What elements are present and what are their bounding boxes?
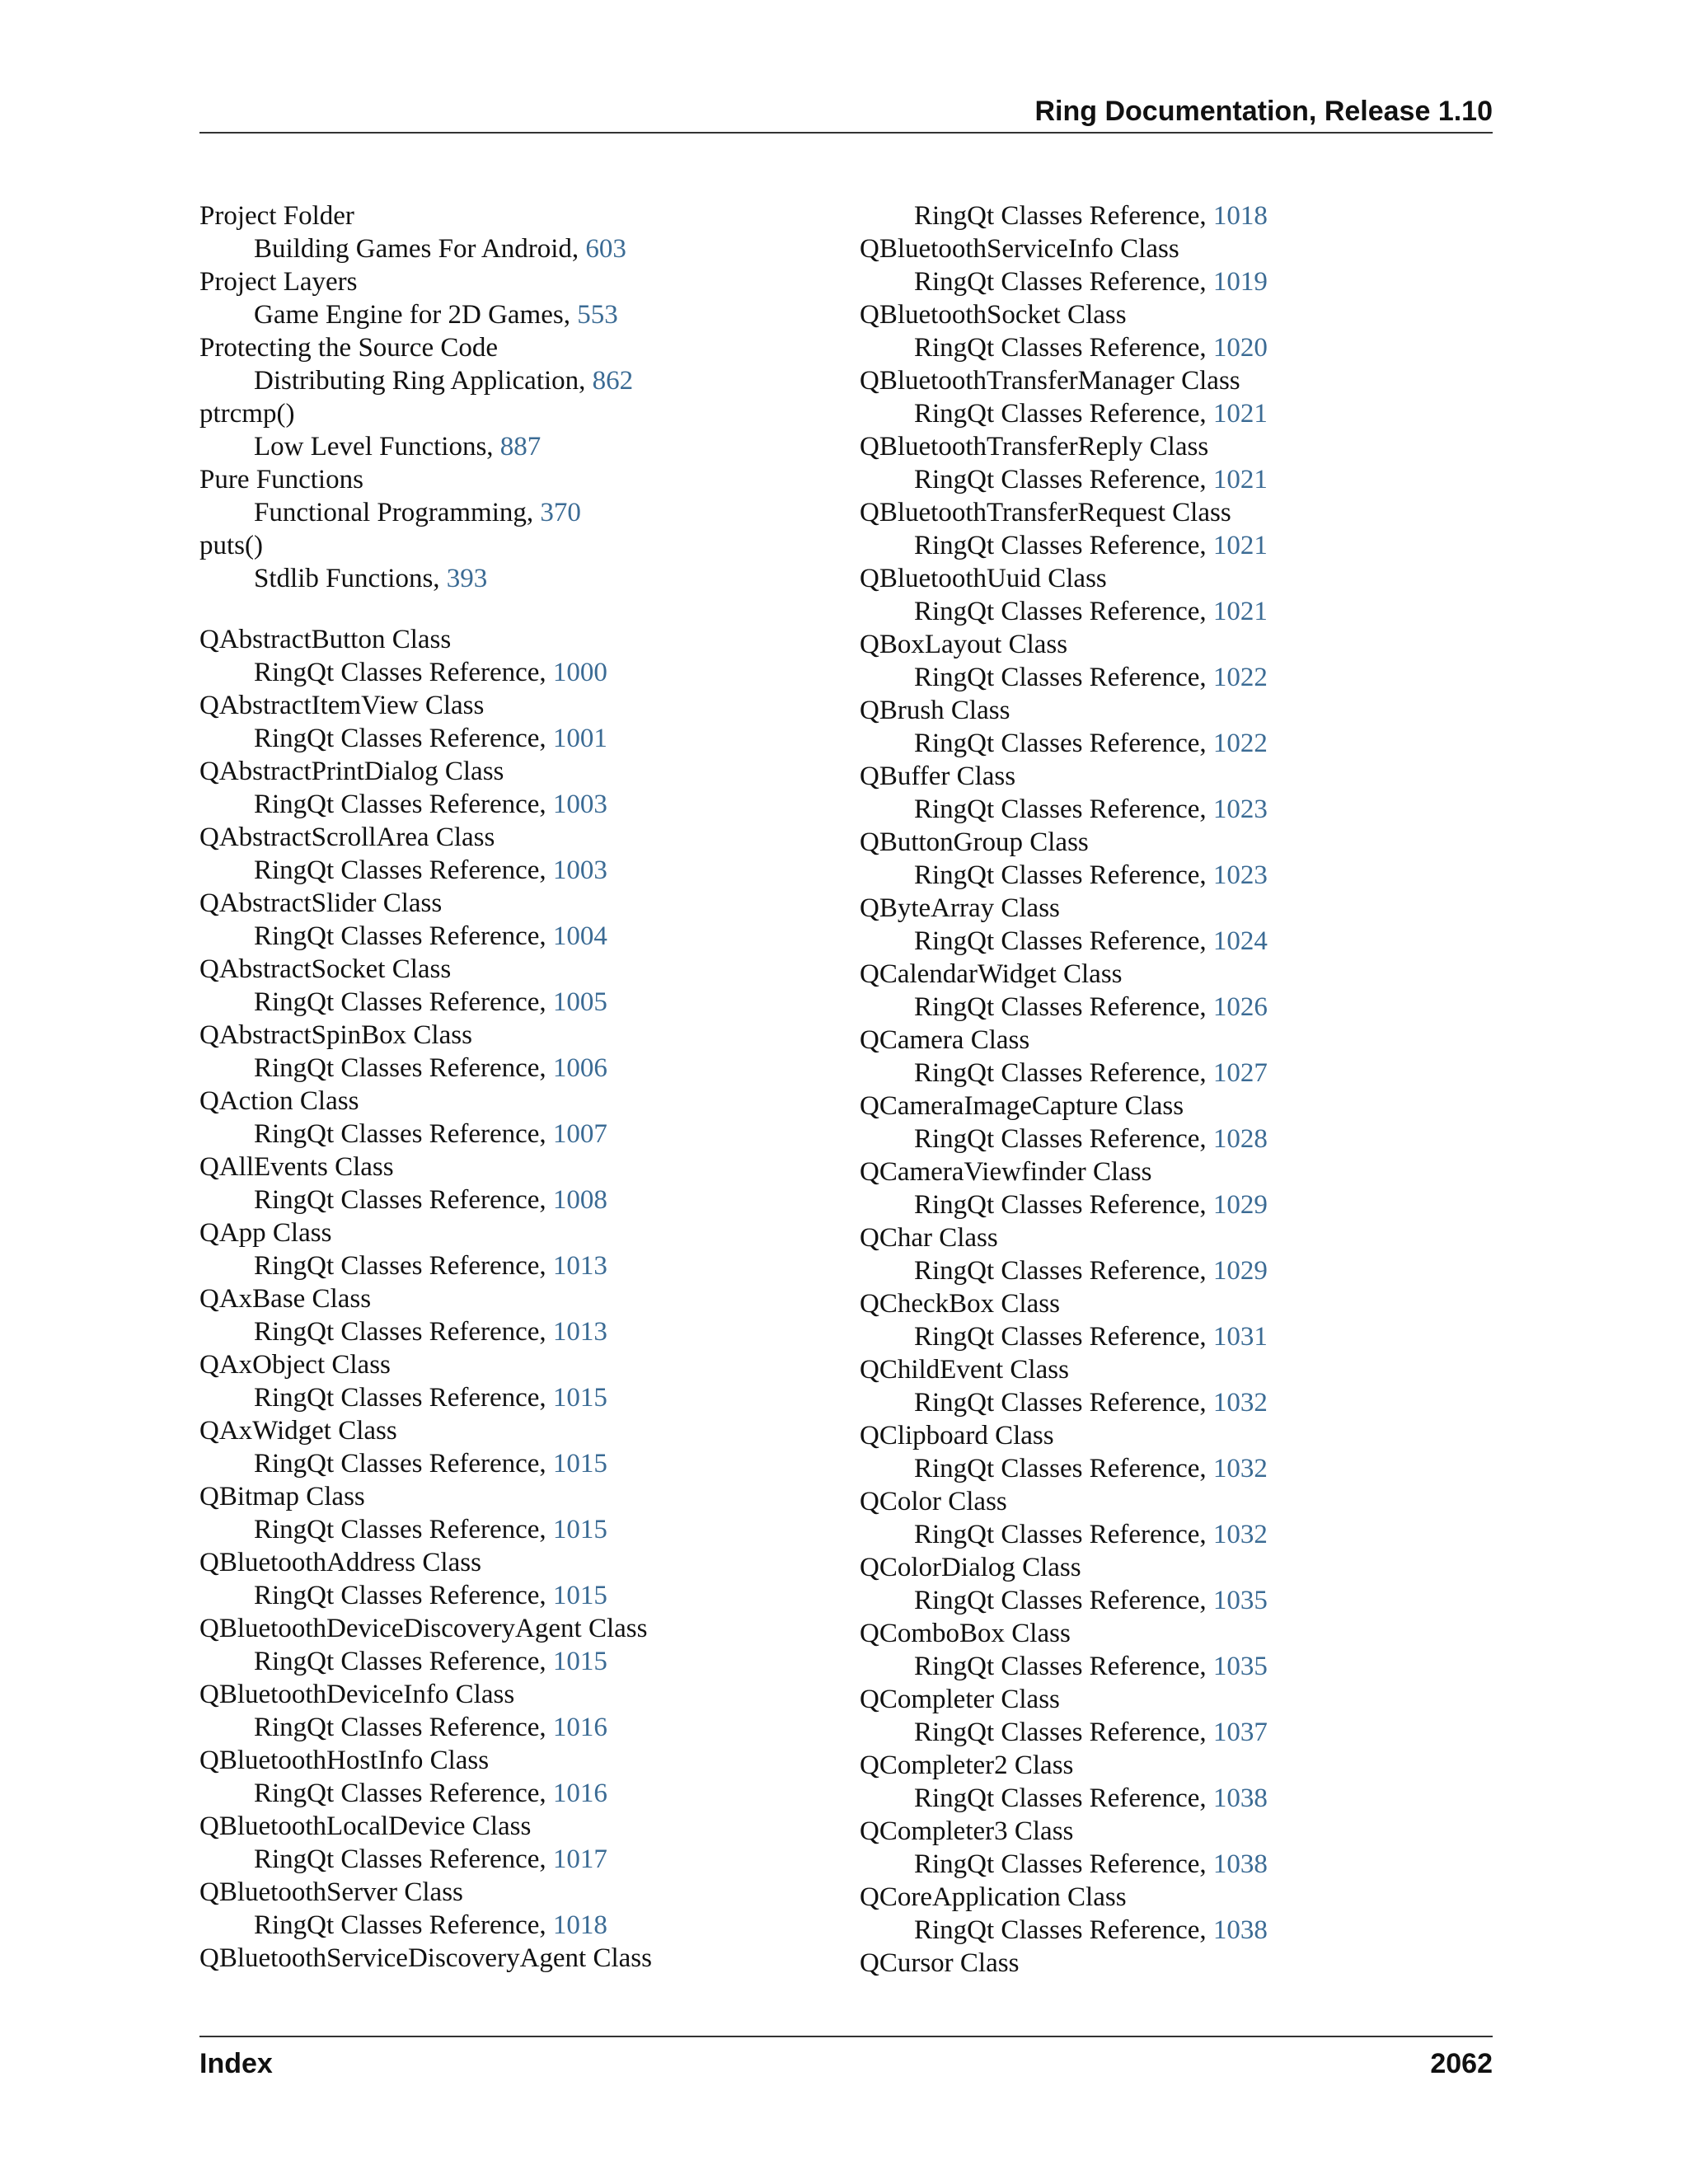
page-link[interactable]: 1003: [552, 790, 607, 819]
index-entry: [199, 1348, 826, 1381]
index-subentry: [199, 1118, 826, 1151]
index-entry: [860, 430, 1486, 463]
index-subentry: [199, 1381, 826, 1414]
page-link[interactable]: 1000: [552, 658, 607, 687]
entry-text: Game Engine for 2D Games,: [254, 300, 578, 330]
index-subentry: [199, 1909, 826, 1942]
index-subentry: [860, 793, 1486, 826]
entry-text: RingQt Classes Reference,: [914, 1058, 1213, 1088]
entry-text: Project Layers: [199, 267, 358, 297]
entry-text: RingQt Classes Reference,: [254, 1317, 553, 1347]
index-subentry: [860, 661, 1486, 694]
entry-text: RingQt Classes Reference,: [254, 790, 553, 819]
entry-text: puts(): [199, 531, 263, 560]
index-entry: [860, 1287, 1486, 1320]
page-link[interactable]: 1038: [1212, 1849, 1268, 1879]
index-entry: [860, 694, 1486, 727]
index-entry: [199, 1876, 826, 1909]
entry-text: Pure Functions: [199, 465, 363, 494]
index-subentry: [199, 1513, 826, 1546]
index-subentry: [860, 397, 1486, 430]
index-entry: [199, 623, 826, 656]
entry-text: Distributing Ring Application,: [254, 366, 593, 396]
entry-text: QAllEvents Class: [199, 1152, 394, 1182]
document-title: Ring Documentation, Release 1.10: [1034, 96, 1493, 127]
index-column-left: [199, 199, 826, 1975]
index-subentry: [199, 656, 826, 689]
index-entry: [199, 265, 826, 298]
index-entry: [860, 496, 1486, 529]
page-link[interactable]: 1018: [552, 1910, 607, 1940]
entry-text: QBluetoothUuid Class: [860, 564, 1107, 593]
index-entry: [860, 298, 1486, 331]
page-link[interactable]: 1008: [552, 1185, 607, 1215]
entry-text: RingQt Classes Reference,: [254, 1251, 553, 1281]
page-link[interactable]: 1022: [1212, 729, 1268, 758]
entry-text: QBluetoothTransferManager Class: [860, 366, 1240, 396]
index-subentry: [199, 1315, 826, 1348]
page-link[interactable]: 1029: [1212, 1256, 1268, 1286]
entry-text: RingQt Classes Reference,: [914, 1915, 1213, 1945]
page-link[interactable]: 1016: [552, 1779, 607, 1808]
entry-text: RingQt Classes Reference,: [254, 1581, 553, 1610]
page-link[interactable]: 370: [540, 498, 581, 527]
index-subentry: [199, 364, 826, 397]
index-entry: [199, 331, 826, 364]
index-subentry: [860, 1188, 1486, 1221]
entry-text: QAbstractSocket Class: [199, 954, 452, 984]
index-entry: [860, 892, 1486, 925]
index-subentry: [199, 1447, 826, 1480]
index-entry: [860, 1749, 1486, 1782]
entry-text: QAxObject Class: [199, 1350, 391, 1380]
entry-text: QBluetoothServiceInfo Class: [860, 234, 1179, 264]
entry-text: QCompleter2 Class: [860, 1750, 1074, 1780]
entry-text: QAxBase Class: [199, 1284, 372, 1314]
entry-text: QBoxLayout Class: [860, 630, 1068, 659]
index-entry: [860, 1947, 1486, 1980]
page-link[interactable]: 1022: [1212, 663, 1268, 692]
index-entry: [860, 1815, 1486, 1848]
entry-text: RingQt Classes Reference,: [254, 1647, 553, 1676]
index-subentry: [199, 1645, 826, 1678]
entry-text: QCamera Class: [860, 1025, 1030, 1055]
page-number: 2062: [1430, 2048, 1493, 2079]
entry-text: RingQt Classes Reference,: [914, 201, 1213, 231]
index-subentry: [860, 265, 1486, 298]
index-entry: [860, 1683, 1486, 1716]
entry-text: RingQt Classes Reference,: [914, 1388, 1213, 1418]
page-link[interactable]: 393: [446, 564, 488, 593]
index-entry: [860, 1881, 1486, 1914]
entry-text: QCameraViewfinder Class: [860, 1157, 1152, 1187]
entry-text: RingQt Classes Reference,: [914, 794, 1213, 824]
index-subentry: [199, 986, 826, 1019]
entry-text: RingQt Classes Reference,: [254, 1713, 553, 1742]
entry-text: RingQt Classes Reference,: [914, 860, 1213, 890]
entry-text: QAbstractScrollArea Class: [199, 823, 495, 852]
index-entry: [199, 1414, 826, 1447]
index-subentry: [860, 1452, 1486, 1485]
entry-text: RingQt Classes Reference,: [254, 1383, 553, 1413]
page-link[interactable]: 1023: [1212, 794, 1268, 824]
index-subentry: [860, 1650, 1486, 1683]
entry-text: RingQt Classes Reference,: [254, 987, 553, 1017]
index-entry: [860, 1024, 1486, 1057]
entry-text: QCompleter3 Class: [860, 1816, 1074, 1846]
entry-text: QBrush Class: [860, 696, 1010, 725]
index-subentry: [199, 920, 826, 953]
index-entry: [199, 397, 826, 430]
entry-text: RingQt Classes Reference,: [914, 597, 1213, 626]
page-link[interactable]: 1024: [1212, 926, 1268, 956]
entry-text: QComboBox Class: [860, 1619, 1071, 1648]
index-entry: [199, 1216, 826, 1249]
index-entry: [199, 1678, 826, 1711]
entry-text: RingQt Classes Reference,: [914, 531, 1213, 560]
entry-text: RingQt Classes Reference,: [254, 1515, 553, 1544]
index-entry: [860, 1617, 1486, 1650]
index-entry: [199, 1612, 826, 1645]
page-link[interactable]: 1026: [1212, 992, 1268, 1022]
entry-text: RingQt Classes Reference,: [914, 1124, 1213, 1154]
entry-text: ptrcmp(): [199, 399, 295, 429]
entry-text: RingQt Classes Reference,: [254, 1779, 553, 1808]
entry-text: Functional Programming,: [254, 498, 541, 527]
page-link[interactable]: 1028: [1212, 1124, 1268, 1154]
entry-text: QAbstractSpinBox Class: [199, 1020, 472, 1050]
index-subentry: [199, 562, 826, 595]
index-subentry: [860, 1914, 1486, 1947]
entry-text: QButtonGroup Class: [860, 827, 1089, 857]
entry-text: RingQt Classes Reference,: [914, 1718, 1213, 1747]
index-entry: [860, 562, 1486, 595]
index-entry: [199, 1282, 826, 1315]
index-entry: [199, 1085, 826, 1118]
entry-text: RingQt Classes Reference,: [914, 663, 1213, 692]
index-entry: [199, 199, 826, 232]
page-link[interactable]: 1015: [552, 1647, 607, 1676]
index-subentry: [199, 788, 826, 821]
index-subentry: [860, 199, 1486, 232]
entry-text: Project Folder: [199, 201, 354, 231]
index-entry: [199, 1151, 826, 1183]
index-subentry: [860, 1122, 1486, 1155]
index-entry: [860, 364, 1486, 397]
entry-text: QBluetoothDeviceDiscoveryAgent Class: [199, 1614, 648, 1643]
entry-text: QAxWidget Class: [199, 1416, 397, 1446]
index-subentry: [860, 331, 1486, 364]
entry-text: RingQt Classes Reference,: [914, 465, 1213, 494]
page-link[interactable]: 887: [499, 432, 542, 462]
entry-text: RingQt Classes Reference,: [914, 1783, 1213, 1813]
index-entry: [860, 1485, 1486, 1518]
index-subentry: [860, 1320, 1486, 1353]
index-entry: [860, 1221, 1486, 1254]
page-link[interactable]: 862: [592, 366, 634, 396]
entry-text: QChar Class: [860, 1223, 998, 1253]
page-link[interactable]: 1007: [552, 1119, 607, 1149]
page-link[interactable]: 1027: [1212, 1058, 1268, 1088]
index-subentry: [860, 1057, 1486, 1090]
index-subentry: [860, 925, 1486, 958]
index-subentry: [199, 298, 826, 331]
index-column-right: [860, 199, 1486, 1980]
entry-text: QAbstractItemView Class: [199, 691, 485, 720]
entry-text: RingQt Classes Reference,: [254, 1119, 553, 1149]
entry-text: Protecting the Source Code: [199, 333, 499, 363]
page-link[interactable]: 1037: [1212, 1718, 1268, 1747]
page-link[interactable]: 1013: [552, 1251, 607, 1281]
index-entry: [860, 958, 1486, 991]
page-link[interactable]: 1015: [552, 1383, 607, 1413]
index-subentry: [860, 1254, 1486, 1287]
entry-text: QAbstractSlider Class: [199, 888, 443, 918]
page-link[interactable]: 1023: [1212, 860, 1268, 890]
entry-text: RingQt Classes Reference,: [254, 1185, 553, 1215]
page-link[interactable]: 1006: [552, 1053, 607, 1083]
index-subentry: [199, 1052, 826, 1085]
index-entry: [199, 953, 826, 986]
entry-text: RingQt Classes Reference,: [254, 1053, 553, 1083]
entry-text: QColor Class: [860, 1487, 1007, 1516]
index-entry: [199, 1546, 826, 1579]
entry-text: RingQt Classes Reference,: [254, 1844, 553, 1874]
page-link[interactable]: 1032: [1212, 1520, 1268, 1549]
entry-text: QCoreApplication Class: [860, 1882, 1127, 1912]
entry-text: QBluetoothServiceDiscoveryAgent Class: [199, 1943, 652, 1973]
entry-text: RingQt Classes Reference,: [254, 1449, 553, 1479]
index-subentry: [860, 859, 1486, 892]
entry-text: RingQt Classes Reference,: [254, 658, 553, 687]
index-entry: [199, 689, 826, 722]
entry-text: QApp Class: [199, 1218, 332, 1248]
page-link[interactable]: 1015: [552, 1515, 607, 1544]
index-subentry: [860, 1782, 1486, 1815]
entry-text: QBitmap Class: [199, 1482, 365, 1511]
index-subentry: [860, 529, 1486, 562]
page-link[interactable]: 1016: [552, 1713, 607, 1742]
entry-text: RingQt Classes Reference,: [914, 1190, 1213, 1220]
entry-text: RingQt Classes Reference,: [914, 1849, 1213, 1879]
index-entry: [199, 463, 826, 496]
entry-text: QAbstractPrintDialog Class: [199, 757, 504, 786]
entry-text: QCheckBox Class: [860, 1289, 1060, 1319]
page-link[interactable]: 1004: [552, 921, 607, 951]
entry-text: QBluetoothLocalDevice Class: [199, 1811, 532, 1841]
entry-text: QBluetoothAddress Class: [199, 1548, 481, 1577]
index-entry: [199, 1810, 826, 1843]
entry-text: QByteArray Class: [860, 893, 1060, 923]
footer-section: Index: [199, 2048, 273, 2079]
index-subentry: [860, 991, 1486, 1024]
index-entry: [860, 826, 1486, 859]
index-subentry: [199, 232, 826, 265]
index-entry: [199, 1942, 826, 1975]
entry-text: Stdlib Functions,: [254, 564, 447, 593]
page-link[interactable]: 1015: [552, 1581, 607, 1610]
index-subentry: [199, 496, 826, 529]
entry-text: QCompleter Class: [860, 1685, 1060, 1714]
index-entry: [860, 1551, 1486, 1584]
page-link[interactable]: 1017: [552, 1844, 607, 1874]
page-header: [199, 91, 1493, 134]
entry-text: RingQt Classes Reference,: [254, 1910, 553, 1940]
entry-text: RingQt Classes Reference,: [914, 1256, 1213, 1286]
index-subentry: [199, 1249, 826, 1282]
index-subentry: [860, 595, 1486, 628]
index-subentry: [860, 1716, 1486, 1749]
page-link[interactable]: 553: [577, 300, 618, 330]
entry-text: RingQt Classes Reference,: [254, 855, 553, 885]
page-link[interactable]: 1032: [1212, 1388, 1268, 1418]
page-link[interactable]: 1031: [1212, 1322, 1268, 1352]
entry-text: RingQt Classes Reference,: [914, 267, 1213, 297]
entry-text: QClipboard Class: [860, 1421, 1054, 1451]
index-entry: [199, 1480, 826, 1513]
entry-text: QColorDialog Class: [860, 1553, 1081, 1582]
entry-text: QBuffer Class: [860, 762, 1016, 791]
entry-text: QCameraImageCapture Class: [860, 1091, 1184, 1121]
entry-text: QBluetoothTransferReply Class: [860, 432, 1209, 462]
index-entry: [860, 1353, 1486, 1386]
index-entry: [199, 1019, 826, 1052]
index-subentry: [199, 1711, 826, 1744]
entry-text: QCalendarWidget Class: [860, 959, 1123, 989]
entry-text: QAbstractButton Class: [199, 625, 452, 654]
index-subentry: [199, 1777, 826, 1810]
entry-text: QBluetoothSocket Class: [860, 300, 1127, 330]
entry-text: RingQt Classes Reference,: [914, 992, 1213, 1022]
entry-text: Low Level Functions,: [254, 432, 500, 462]
page-link[interactable]: 1021: [1212, 399, 1268, 429]
entry-text: QBluetoothHostInfo Class: [199, 1746, 490, 1775]
index-entry: [199, 755, 826, 788]
entry-text: RingQt Classes Reference,: [914, 926, 1213, 956]
index-subentry: [199, 430, 826, 463]
entry-text: QCursor Class: [860, 1948, 1020, 1978]
entry-text: RingQt Classes Reference,: [254, 921, 553, 951]
entry-text: RingQt Classes Reference,: [914, 1652, 1213, 1681]
entry-text: RingQt Classes Reference,: [914, 1454, 1213, 1483]
page-link[interactable]: 1005: [552, 987, 607, 1017]
index-entry: [199, 1744, 826, 1777]
page-link[interactable]: 1021: [1212, 597, 1268, 626]
entry-text: RingQt Classes Reference,: [914, 1322, 1213, 1352]
page-link[interactable]: 1032: [1212, 1454, 1268, 1483]
index-entry: [199, 821, 826, 854]
index-entry: [860, 1155, 1486, 1188]
page-link[interactable]: 1001: [552, 724, 607, 753]
index-entry: [199, 887, 826, 920]
index-subentry: [199, 1843, 826, 1876]
page-link[interactable]: 1015: [552, 1449, 607, 1479]
entry-text: Building Games For Android,: [254, 234, 586, 264]
index-subentry: [860, 727, 1486, 760]
index-entry: [860, 232, 1486, 265]
index-entry: [860, 1090, 1486, 1122]
page-link[interactable]: 1020: [1212, 333, 1268, 363]
index-subentry: [860, 1518, 1486, 1551]
index-entry: [860, 760, 1486, 793]
page-footer: [199, 2036, 1493, 2082]
index-subentry: [199, 1579, 826, 1612]
entry-text: RingQt Classes Reference,: [914, 1586, 1213, 1615]
page-link[interactable]: 1013: [552, 1317, 607, 1347]
entry-text: RingQt Classes Reference,: [914, 729, 1213, 758]
page-link[interactable]: 1019: [1212, 267, 1268, 297]
entry-text: QBluetoothTransferRequest Class: [860, 498, 1231, 527]
page-link[interactable]: 1018: [1212, 201, 1268, 231]
entry-text: QBluetoothServer Class: [199, 1877, 463, 1907]
index-subentry: [860, 463, 1486, 496]
page-link[interactable]: 1003: [552, 855, 607, 885]
index-subentry: [860, 1386, 1486, 1419]
page-link[interactable]: 1035: [1212, 1652, 1268, 1681]
entry-text: QAction Class: [199, 1086, 359, 1116]
page-link[interactable]: 1021: [1212, 465, 1268, 494]
page-link[interactable]: 1021: [1212, 531, 1268, 560]
page-link[interactable]: 1029: [1212, 1190, 1268, 1220]
entry-text: RingQt Classes Reference,: [254, 724, 553, 753]
index-entry: [860, 1419, 1486, 1452]
page-link[interactable]: 1038: [1212, 1915, 1268, 1945]
entry-text: QBluetoothDeviceInfo Class: [199, 1680, 515, 1709]
index-subentry: [860, 1584, 1486, 1617]
index-subentry: [860, 1848, 1486, 1881]
index-subentry: [199, 1183, 826, 1216]
entry-text: QChildEvent Class: [860, 1355, 1069, 1385]
index-entry: [199, 529, 826, 562]
index-entry: [860, 628, 1486, 661]
page-link[interactable]: 1038: [1212, 1783, 1268, 1813]
entry-text: RingQt Classes Reference,: [914, 399, 1213, 429]
page-link[interactable]: 1035: [1212, 1586, 1268, 1615]
entry-text: RingQt Classes Reference,: [914, 1520, 1213, 1549]
index-subentry: [199, 722, 826, 755]
page-link[interactable]: 603: [585, 234, 626, 264]
index-subentry: [199, 854, 826, 887]
entry-text: RingQt Classes Reference,: [914, 333, 1213, 363]
